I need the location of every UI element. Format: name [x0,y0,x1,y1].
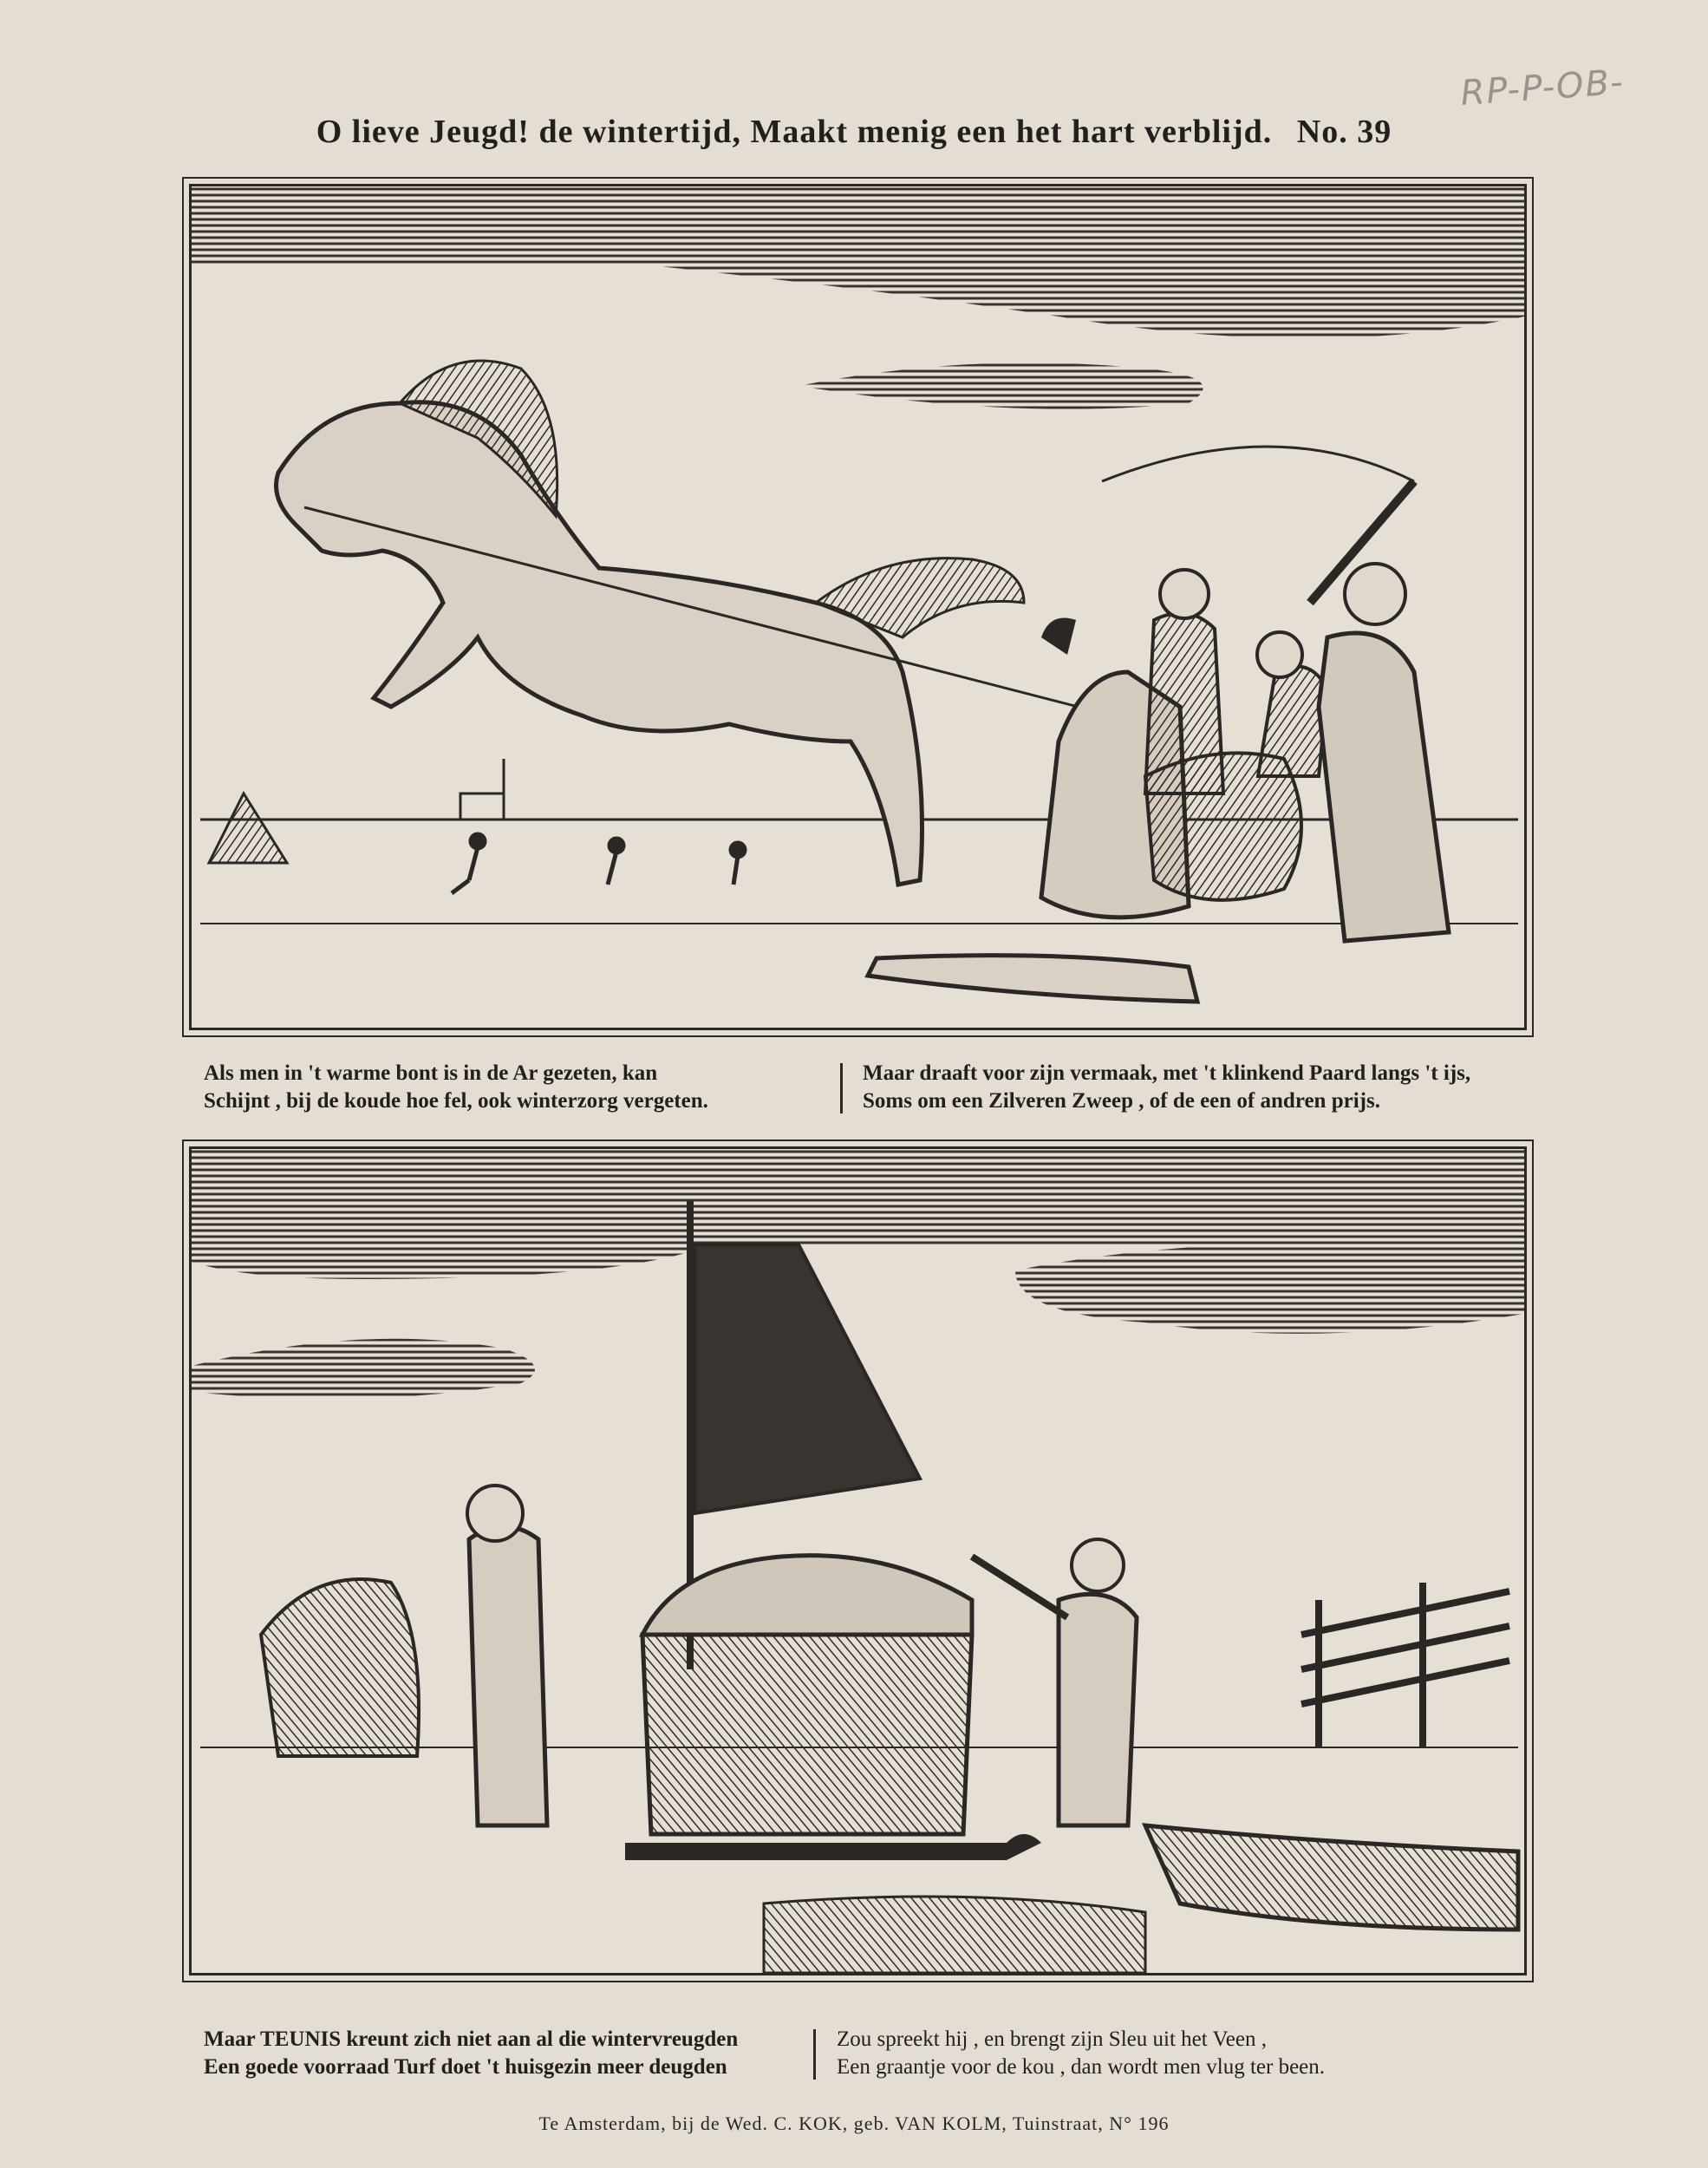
bending-figure [261,1579,419,1756]
sleigh-ride-illustration [192,186,1524,1028]
waving-man [1059,1594,1137,1825]
fence [1301,1583,1509,1747]
top-verse-right [863,1060,1470,1115]
cloud [799,362,1203,408]
sleigh [868,618,1301,1002]
horse [277,361,1146,885]
cloud [192,1244,712,1279]
cloud [1015,1243,1524,1334]
peat-sledge-illustration [192,1149,1524,1973]
verse-line: Een goede voorraad Turf doet 't huisgezin meer deugden [204,2055,727,2079]
church [460,793,504,820]
sheet-number: No. 39 [1296,114,1392,150]
verse-line: Soms om een Zilveren Zweep , of de een of andren prijs. [863,1089,1380,1113]
verse-separator [840,1063,843,1113]
cloud [192,1339,535,1399]
woodcut-sleigh-ride [189,184,1527,1030]
top-verse-left [204,1060,708,1115]
sky-hatching [192,1149,1524,1244]
distant-skaters [452,834,745,893]
boat [1145,1825,1518,1930]
man-with-stick [469,1526,547,1825]
house [209,793,287,863]
verse-line: Schijnt , bij de koude hoe fel, ook winterzorg vergeten. [204,1089,708,1113]
title-text: O lieve Jeugd! de wintertijd, Maakt menig een het hart verblijd. [316,114,1273,150]
verse-line: Een graantje voor de kou , dan wordt men vlug ter been. [837,2055,1326,2079]
verse-line: Zou spreekt hij , en brengt zijn Sleu uit het Veen , [837,2028,1267,2051]
woodcut-peat-sledge [189,1146,1527,1975]
verse-line: Als men in 't warme bont is in de Ar gezeten, kan [204,1061,658,1085]
bottom-verse-right [837,2026,1325,2081]
verse-line: Maar draaft voor zijn vermaak, met 't klinkend Paard langs 't ijs, [863,1061,1471,1085]
cloud-band [642,251,1524,338]
ice-floe [764,1897,1145,1973]
verse-line: Maar TEUNIS kreunt zich niet aan al die wintervreugden [204,2028,739,2051]
publisher-imprint: Te Amsterdam, bij de Wed. C. KOK, geb. VAN KOLM, Tuinstraat, N° 196 [538,2112,1170,2134]
page-title [260,113,1448,165]
bottom-verse-left [204,2026,738,2081]
swan-ornament [1041,618,1076,656]
inventory-mark: RP-P-OB- [1459,62,1627,114]
peat-sledge [625,1556,1041,1860]
verse-separator [813,2029,816,2080]
sky-hatching [192,186,1524,264]
